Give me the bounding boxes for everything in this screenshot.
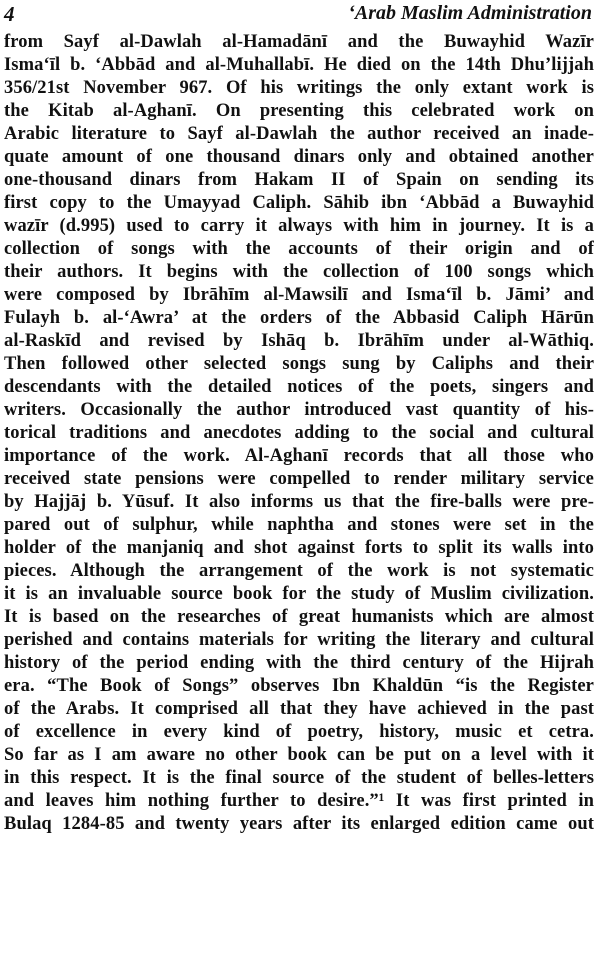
text-line: descendants with the detailed notices of the poets, singers and — [4, 377, 594, 397]
text-line: Then followed other selected songs sung by Caliphs and their — [4, 354, 594, 374]
text-line: Arabic literature to Sayf al-Dawlah the author received an inade- — [4, 124, 594, 144]
text-line: the Kitab al-Aghanī. On presenting this celebrated work on — [4, 101, 594, 121]
text-line: wazīr (d.995) used to carry it always with him in journey. It is a — [4, 216, 594, 236]
running-head: ‘Arab Maslim Administration — [348, 2, 592, 24]
text-line: their authors. It begins with the collection of 100 songs which — [4, 262, 594, 282]
text-line: holder of the manjaniq and shot against forts to split its walls into — [4, 538, 594, 558]
text-line: in this respect. It is the final source of the student of belles-letters — [4, 768, 594, 788]
text-line: received state pensions were compelled to render military service — [4, 469, 594, 489]
text-line: first copy to the Umayyad Caliph. Sāhib ibn ‘Abbād a Buwayhid — [4, 193, 594, 213]
text-line: Isma‘īl b. ‘Abbād and al-Muhallabī. He died on the 14th Dhu’lijjah — [4, 55, 594, 75]
text-line: torical traditions and anecdotes adding to the social and cultural — [4, 423, 594, 443]
text-line: of the Arabs. It comprised all that they have achieved in the past — [4, 699, 594, 719]
text-line: and leaves him nothing further to desire.”¹ It was first printed in — [4, 791, 594, 811]
text-line: of excellence in every kind of poetry, history, music et cetra. — [4, 722, 594, 742]
text-line: pieces. Although the arrangement of the work is not systematic — [4, 561, 594, 581]
text-line: al-Raskīd and revised by Ishāq b. Ibrāhīm under al-Wāthiq. — [4, 331, 594, 351]
text-line: one-thousand dinars from Hakam II of Spain on sending its — [4, 170, 594, 190]
text-line: perished and contains materials for writing the literary and cultural — [4, 630, 594, 650]
text-line: Fulayh b. al-‘Awra’ at the orders of the Abbasid Caliph Hārūn — [4, 308, 594, 328]
text-line: Bulaq 1284-85 and twenty years after its enlarged edition came out — [4, 814, 594, 834]
text-line: era. “The Book of Songs” observes Ibn Khaldūn “is the Register — [4, 676, 594, 696]
page-number: 4 — [4, 2, 15, 26]
text-line: So far as I am aware no other book can be put on a level with it — [4, 745, 594, 765]
page-header — [4, 0, 592, 30]
text-line: quate amount of one thousand dinars only and obtained another — [4, 147, 594, 167]
text-line: collection of songs with the accounts of their origin and of — [4, 239, 594, 259]
body-text — [4, 31, 594, 836]
text-line: writers. Occasionally the author introduced vast quantity of his- — [4, 400, 594, 420]
text-line: 356/21st November 967. Of his writings the only extant work is — [4, 78, 594, 98]
text-line: importance of the work. Al-Aghanī records that all those who — [4, 446, 594, 466]
text-line: it is an invaluable source book for the study of Muslim civilization. — [4, 584, 594, 604]
text-line: history of the period ending with the third century of the Hijrah — [4, 653, 594, 673]
text-line: from Sayf al-Dawlah al-Hamadānī and the Buwayhid Wazīr — [4, 32, 594, 52]
text-line: were composed by Ibrāhīm al-Mawsilī and Isma‘īl b. Jāmi’ and — [4, 285, 594, 305]
text-line: pared out of sulphur, while naphtha and stones were set in the — [4, 515, 594, 535]
text-line: It is based on the researches of great humanists which are almost — [4, 607, 594, 627]
text-line: by Hajjāj b. Yūsuf. It also informs us that the fire-balls were pre- — [4, 492, 594, 512]
